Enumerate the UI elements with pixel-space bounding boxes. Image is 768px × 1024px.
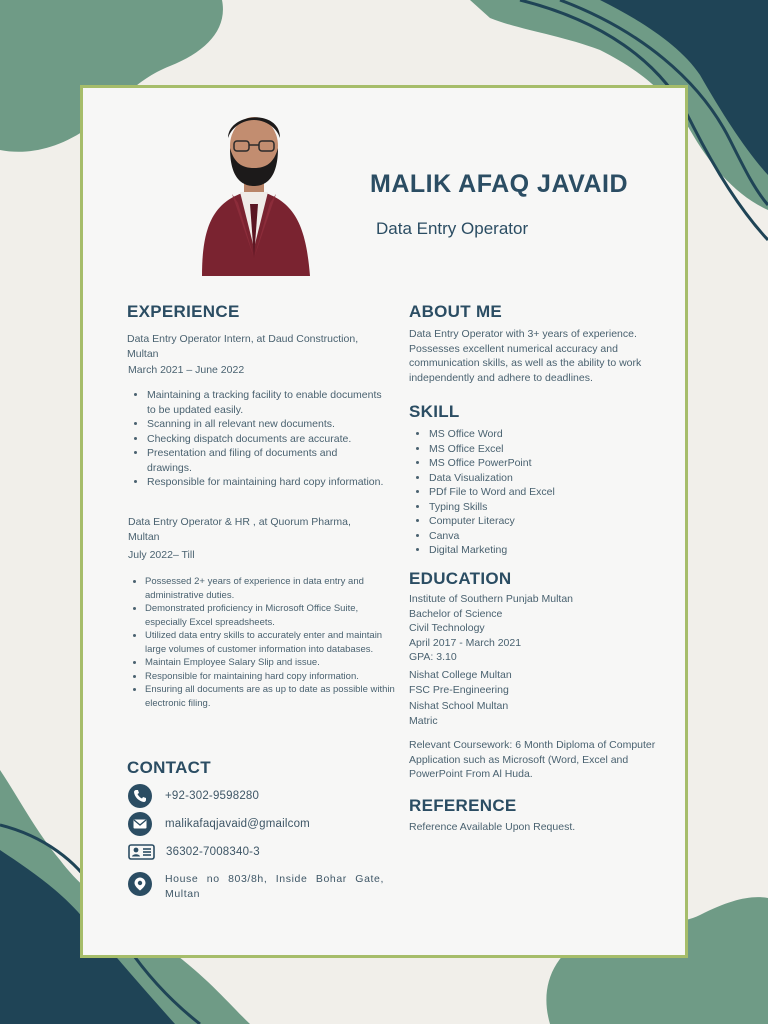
phone-icon xyxy=(128,784,152,808)
address-text: House no 803/8h, Inside Bohar Gate, Multan xyxy=(165,873,384,900)
profile-photo xyxy=(192,108,316,276)
phone-text[interactable]: +92-302-9598280 xyxy=(165,790,260,802)
education-line: FSC Pre-Engineering xyxy=(409,683,509,696)
education-line: Nishat College Multan xyxy=(409,669,512,681)
list-item: • Checking dispatch documents are accurate. xyxy=(147,432,385,447)
list-item: • Computer Literacy xyxy=(429,514,669,529)
location-icon xyxy=(128,872,152,896)
contact-address xyxy=(128,872,384,902)
education-line: Nishat School Multan xyxy=(409,700,509,712)
education-line: Civil Technology xyxy=(409,622,485,634)
reference-heading: REFERENCE xyxy=(409,796,517,815)
education-entry-2 xyxy=(409,668,664,697)
list-item: • Ensuring all documents are as up to date as possible within electronic filing. xyxy=(145,683,395,710)
reference-text: Reference Available Upon Request. xyxy=(409,821,576,833)
list-item: • PDf File to Word and Excel xyxy=(429,485,669,500)
education-heading: EDUCATION xyxy=(409,569,512,588)
education-line: GPA: 3.10 xyxy=(409,651,457,663)
id-card-icon xyxy=(128,843,155,860)
skill-list xyxy=(411,427,669,558)
candidate-name: MALIK AFAQ JAVAID xyxy=(370,170,629,198)
list-item: • Typing Skills xyxy=(429,500,669,515)
list-item: • MS Office PowerPoint xyxy=(429,456,669,471)
experience-heading: EXPERIENCE xyxy=(127,302,240,321)
job-1-dates: March 2021 – June 2022 xyxy=(128,364,245,376)
contact-id xyxy=(128,843,260,860)
job-2-bullets xyxy=(127,575,395,710)
list-item: • Maintaining a tracking facility to enable documents to be updated easily. xyxy=(147,388,385,417)
job-2-title: Data Entry Operator & HR , at Quorum Pharma, Multan xyxy=(128,516,351,543)
list-item: • Responsible for maintaining hard copy information. xyxy=(145,670,395,684)
email-icon xyxy=(128,812,152,836)
list-item: • Possessed 2+ years of experience in data entry and administrative duties. xyxy=(145,575,395,602)
list-item: • Canva xyxy=(429,529,669,544)
email-text[interactable]: malikafaqjavaid@gmailcom xyxy=(165,818,310,830)
about-text: Data Entry Operator with 3+ years of experience. Possesses excellent numerical accuracy and communication skills, as well as the ability to work independently and adhere to deadlines. xyxy=(409,328,642,384)
job-1-bullets xyxy=(129,388,385,490)
list-item: • Responsible for maintaining hard copy information. xyxy=(147,475,385,490)
id-text: 36302-7008340-3 xyxy=(166,845,260,858)
list-item: • Digital Marketing xyxy=(429,543,669,558)
list-item: • MS Office Excel xyxy=(429,442,669,457)
candidate-title: Data Entry Operator xyxy=(376,219,529,238)
list-item: • Scanning in all relevant new documents. xyxy=(147,417,385,432)
list-item: • Demonstrated proficiency in Microsoft Office Suite, especially Excel spreadsheets. xyxy=(145,602,395,629)
skill-heading: SKILL xyxy=(409,402,460,421)
education-entry-1 xyxy=(409,592,664,665)
list-item: • Utilized data entry skills to accurately enter and maintain large volumes of customer information into databases. xyxy=(145,629,395,656)
list-item: • Maintain Employee Salary Slip and issue. xyxy=(145,656,395,670)
job-1-title: Data Entry Operator Intern, at Daud Construction, Multan xyxy=(127,333,359,360)
education-line: Bachelor of Science xyxy=(409,607,503,620)
list-item: • MS Office Word xyxy=(429,427,669,442)
about-heading: ABOUT ME xyxy=(409,302,503,321)
education-line: Institute of Southern Punjab Multan xyxy=(409,593,574,605)
job-2-dates: July 2022– Till xyxy=(128,549,195,561)
contact-phone xyxy=(128,784,259,808)
education-line: Matric xyxy=(409,714,438,727)
list-item: • Presentation and filing of documents and drawings. xyxy=(147,446,385,475)
education-coursework: Relevant Coursework: 6 Month Diploma of Computer Application such as Microsoft (Word, Excel and PowerPoint From Al Huda. xyxy=(409,739,656,780)
education-line: April 2017 - March 2021 xyxy=(409,636,522,649)
list-item: • Data Visualization xyxy=(429,471,669,486)
contact-email xyxy=(128,812,310,836)
education-entry-3 xyxy=(409,699,664,728)
contact-heading: CONTACT xyxy=(127,758,211,777)
